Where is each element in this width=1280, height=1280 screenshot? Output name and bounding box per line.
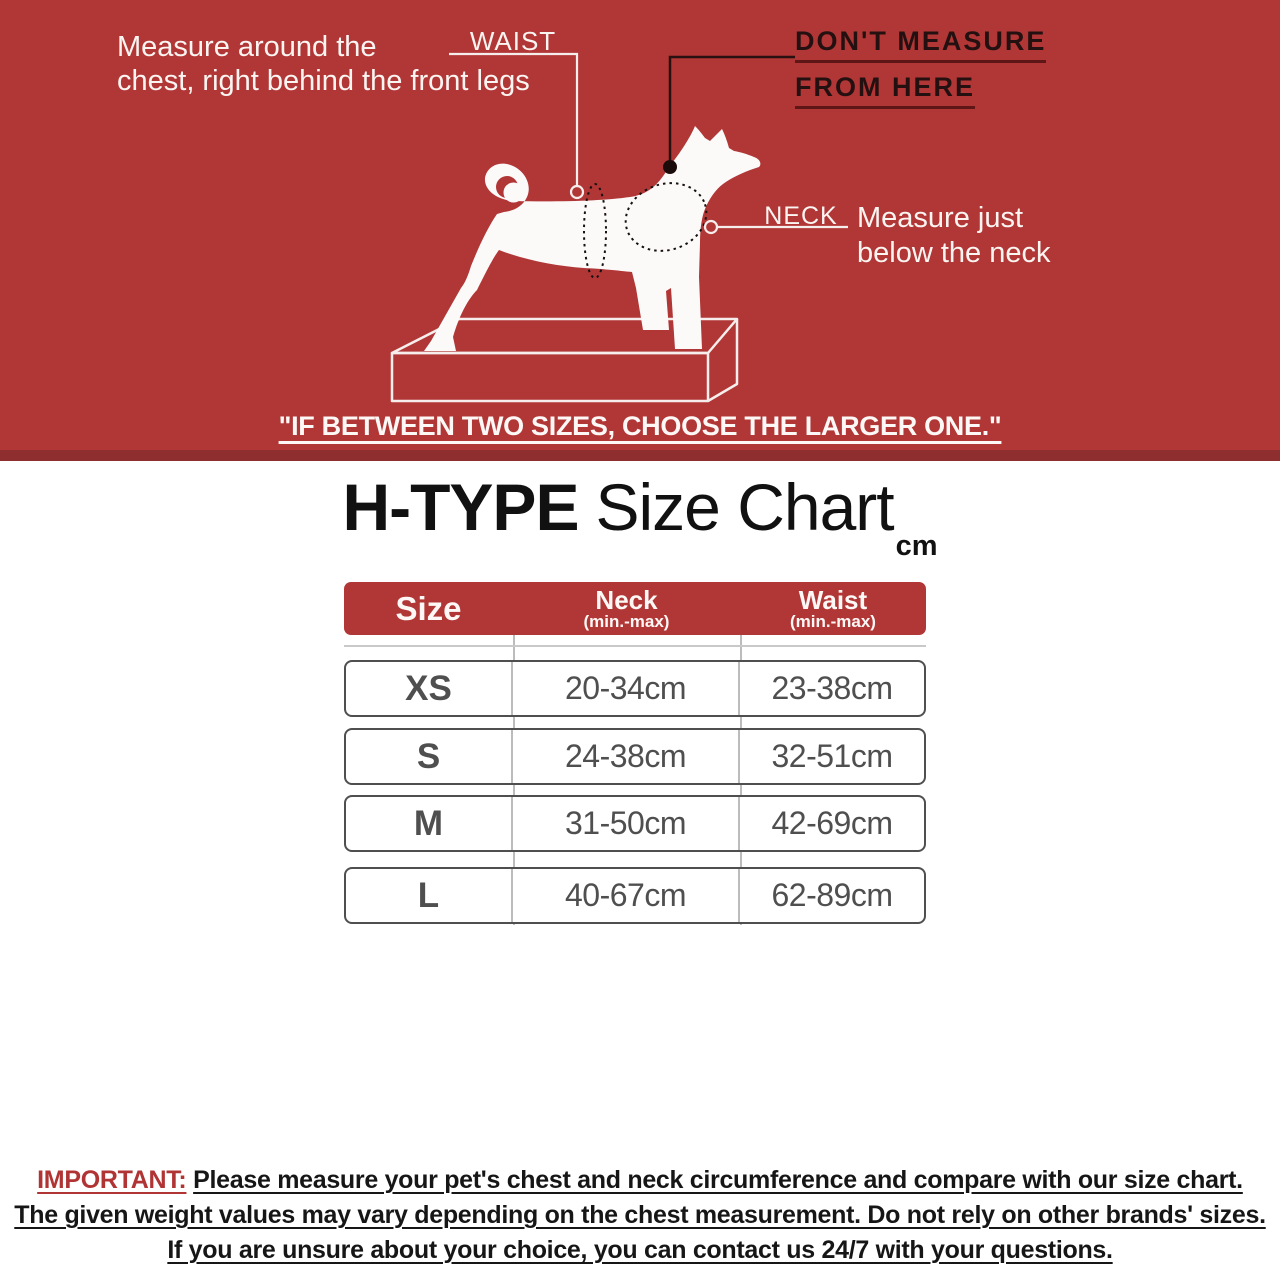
neck-pointer-circle xyxy=(705,221,717,233)
chest-measure-note-line2: chest, right behind the front legs xyxy=(117,65,530,97)
table-row-l xyxy=(344,867,926,924)
measurement-diagram-section xyxy=(0,0,1280,461)
row-s-waist: 32-51cm xyxy=(771,738,893,774)
row-xs-neck: 20-34cm xyxy=(513,662,740,715)
dont-measure-line1: DON'T MEASURE xyxy=(795,26,1046,63)
header-neck-sub: (min.-max) xyxy=(583,611,670,631)
row-m-neck: 31-50cm xyxy=(513,797,740,850)
row-s-size: S xyxy=(346,730,513,783)
important-note-line1 xyxy=(0,1163,1280,1198)
important-note-line2: The given weight values may vary depending on the chest measurement. Do not rely on other brands' sizes. xyxy=(14,1201,1266,1229)
header-waist-sub: (min.-max) xyxy=(790,611,876,631)
header-neck-label: Neck xyxy=(595,584,658,615)
dont-measure-note xyxy=(795,26,1046,109)
row-l-waist: 62-89cm xyxy=(771,877,893,913)
important-note xyxy=(0,1163,1280,1268)
row-xs-waist: 23-38cm xyxy=(771,670,893,706)
dog-silhouette xyxy=(424,126,760,351)
row-m-size: M xyxy=(346,797,513,850)
waist-label: WAIST xyxy=(469,26,557,56)
table-row-m xyxy=(344,795,926,852)
neck-measure-note xyxy=(857,201,1050,271)
header-underline xyxy=(344,645,926,647)
table-row-s xyxy=(344,728,926,785)
important-label: IMPORTANT: xyxy=(37,1166,187,1194)
important-note-line3: If you are unsure about your choice, you can contact us 24/7 with your questions. xyxy=(167,1236,1113,1264)
neck-measure-note-line2: below the neck xyxy=(857,237,1051,269)
waist-pointer-circle xyxy=(571,186,583,198)
title-rest: Size Chart xyxy=(595,470,894,544)
chest-measure-note-line1: Measure around the xyxy=(117,31,377,63)
important-note-line1-text: Please measure your pet's chest and neck circumference and compare with our size chart. xyxy=(193,1166,1243,1194)
neck-label: NECK xyxy=(764,202,838,230)
row-s-neck: 24-38cm xyxy=(513,730,740,783)
row-l-size: L xyxy=(346,869,513,922)
row-m-waist: 42-69cm xyxy=(771,805,893,841)
header-size xyxy=(344,582,513,635)
dont-measure-line2: FROM HERE xyxy=(795,72,975,109)
page-title xyxy=(0,469,1280,562)
dont-measure-dot xyxy=(663,160,677,174)
between-sizes-note: "IF BETWEEN TWO SIZES, CHOOSE THE LARGER ONE." xyxy=(278,411,1002,441)
title-unit-cm: cm xyxy=(895,530,938,562)
neck-measure-note-line1: Measure just xyxy=(857,202,1024,234)
table-row-xs xyxy=(344,660,926,717)
title-brand: H-TYPE xyxy=(342,470,579,544)
row-l-neck: 40-67cm xyxy=(513,869,740,922)
header-neck xyxy=(513,582,740,635)
row-xs-size: XS xyxy=(346,662,513,715)
header-waist-label: Waist xyxy=(798,584,868,615)
header-waist xyxy=(740,582,926,635)
header-size-label: Size xyxy=(395,589,462,627)
size-table-header xyxy=(344,582,926,635)
